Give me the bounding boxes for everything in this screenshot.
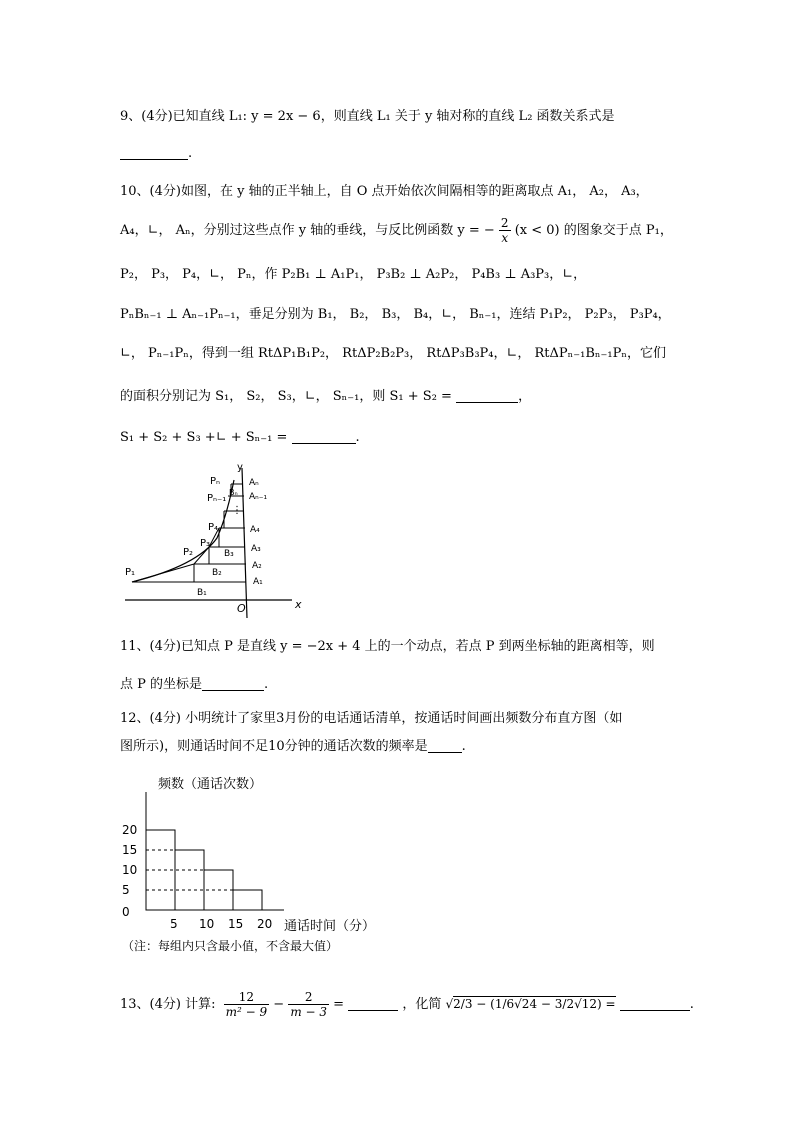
- answer-blank[interactable]: [348, 996, 398, 1011]
- svg-text:Aₙ₋₁: Aₙ₋₁: [249, 492, 268, 502]
- fraction: $\frac{2}{x}$: [500, 216, 509, 245]
- q10-line-7: S₁ + S₂ + S₃ +∟ + Sₙ₋₁ = .: [120, 430, 360, 445]
- y-tick-label: 0: [122, 905, 130, 919]
- chart-note: （注：每组内只含最小值，不含最大值）: [122, 939, 339, 953]
- y-axis-label: 频数（通话次数）: [158, 777, 263, 792]
- answer-blank[interactable]: [456, 388, 518, 403]
- q12-line-1: 12、(4分) 小明统计了家里3月份的电话通话清单，按通话时间画出频数分布直方图（如: [120, 711, 623, 726]
- y-tick-label: 5: [122, 883, 130, 897]
- q13-line: 13、(4分) 计算: $\frac{12}{\text{m² − 9}}$ − $\frac{2}{m - 3}$ = ，化简 √2/3 − (1/6√24 − 3/2√12) = .: [120, 990, 694, 1019]
- answer-blank[interactable]: [292, 429, 356, 444]
- x-tick-label: 20: [257, 917, 273, 931]
- q9-line-2: .: [120, 145, 192, 163]
- q11-line-1: 11、(4分)已知点 P 是直线 y = −2x + 4 上的一个动点，若点 P 到两坐标轴的距离相等，则: [120, 639, 655, 654]
- q10-line-1: 10、(4分)如图，在 y 轴的正半轴上，自 O 点开始依次间隔相等的距离取点 A₁， A₂， A₃，: [120, 184, 649, 199]
- svg-text:⋮: ⋮: [232, 505, 242, 516]
- svg-text:P₃: P₃: [200, 538, 211, 549]
- q10-figure: [120, 460, 310, 620]
- answer-blank[interactable]: [120, 145, 188, 160]
- answer-blank[interactable]: [620, 996, 690, 1011]
- svg-text:O: O: [237, 602, 246, 615]
- svg-text:P₁: P₁: [125, 567, 136, 578]
- answer-blank[interactable]: [202, 676, 264, 691]
- fraction: $\frac{12}{\text{m² − 9}}$: [225, 990, 268, 1019]
- svg-text:Pₙ: Pₙ: [210, 476, 221, 487]
- svg-text:y: y: [237, 462, 243, 473]
- svg-text:A₃: A₃: [251, 544, 261, 554]
- x-axis-label: 通话时间（分）: [284, 919, 376, 934]
- q9-line-1: 9、(4分)已知直线 L₁: y = 2x − 6，则直线 L₁ 关于 y 轴对称的直线 L₂ 函数关系式是: [120, 109, 615, 124]
- svg-text:x: x: [295, 598, 302, 611]
- x-tick-label: 15: [228, 917, 244, 931]
- q10-line-5: ∟， Pₙ₋₁Pₙ，得到一组 RtΔP₁B₁P₂， RtΔP₂B₂P₃， RtΔP₃B₃P₄，∟， RtΔPₙ₋₁Bₙ₋₁Pₙ，它们: [120, 346, 666, 361]
- histogram-bar: [233, 890, 262, 910]
- y-tick-label: 10: [122, 863, 138, 877]
- answer-blank[interactable]: [428, 738, 462, 753]
- fraction: $\frac{2}{m - 3}$: [290, 990, 328, 1019]
- svg-text:B₂: B₂: [212, 568, 222, 578]
- sqrt-expression: √2/3 − (1/6√24 − 3/2√12) =: [445, 997, 616, 1011]
- q12-line-2: 图所示)，则通话时间不足10分钟的通话次数的频率是 .: [120, 739, 466, 754]
- q10-line-6: 的面积分别记为 S₁， S₂， S₃，∟， Sₙ₋₁，则 S₁ + S₂ = ，: [120, 389, 532, 404]
- y-tick-label: 15: [122, 843, 138, 857]
- svg-text:B₃: B₃: [224, 549, 234, 559]
- svg-text:A₄: A₄: [250, 525, 260, 535]
- svg-text:Aₙ: Aₙ: [249, 478, 259, 488]
- q10-line-4: PₙBₙ₋₁ ⊥ Aₙ₋₁Pₙ₋₁，垂足分别为 B₁， B₂， B₃， B₄，∟， Bₙ₋₁，连结 P₁P₂， P₂P₃， P₃P₄，: [120, 307, 671, 322]
- x-tick-label: 5: [170, 917, 178, 931]
- q10-line-3: P₂， P₃， P₄，∟， Pₙ，作 P₂B₁ ⊥ A₁P₁， P₃B₂ ⊥ A₂P₂， P₄B₃ ⊥ A₃P₃，∟，: [120, 267, 587, 282]
- svg-text:A₂: A₂: [252, 561, 262, 571]
- svg-text:P₂: P₂: [183, 547, 194, 558]
- svg-text:A₁: A₁: [253, 577, 263, 587]
- svg-text:Bₙ: Bₙ: [229, 488, 238, 497]
- svg-text:P₄: P₄: [208, 522, 219, 533]
- y-axis: [242, 468, 247, 618]
- x-tick-label: 10: [199, 917, 215, 931]
- q10-line-2: A₄，∟， Aₙ，分别过这些点作 y 轴的垂线，与反比例函数 y = − $\frac{2}{x}$ (x < 0) 的图象交于点 P₁，: [120, 216, 673, 245]
- svg-text:B₁: B₁: [197, 588, 207, 598]
- q11-line-2: 点 P 的坐标是 .: [120, 677, 269, 692]
- frequency-histogram: [118, 770, 388, 960]
- histogram-bar: [175, 850, 204, 910]
- y-tick-label: 20: [122, 823, 138, 837]
- svg-text:Pₙ₋₁: Pₙ₋₁: [207, 493, 227, 504]
